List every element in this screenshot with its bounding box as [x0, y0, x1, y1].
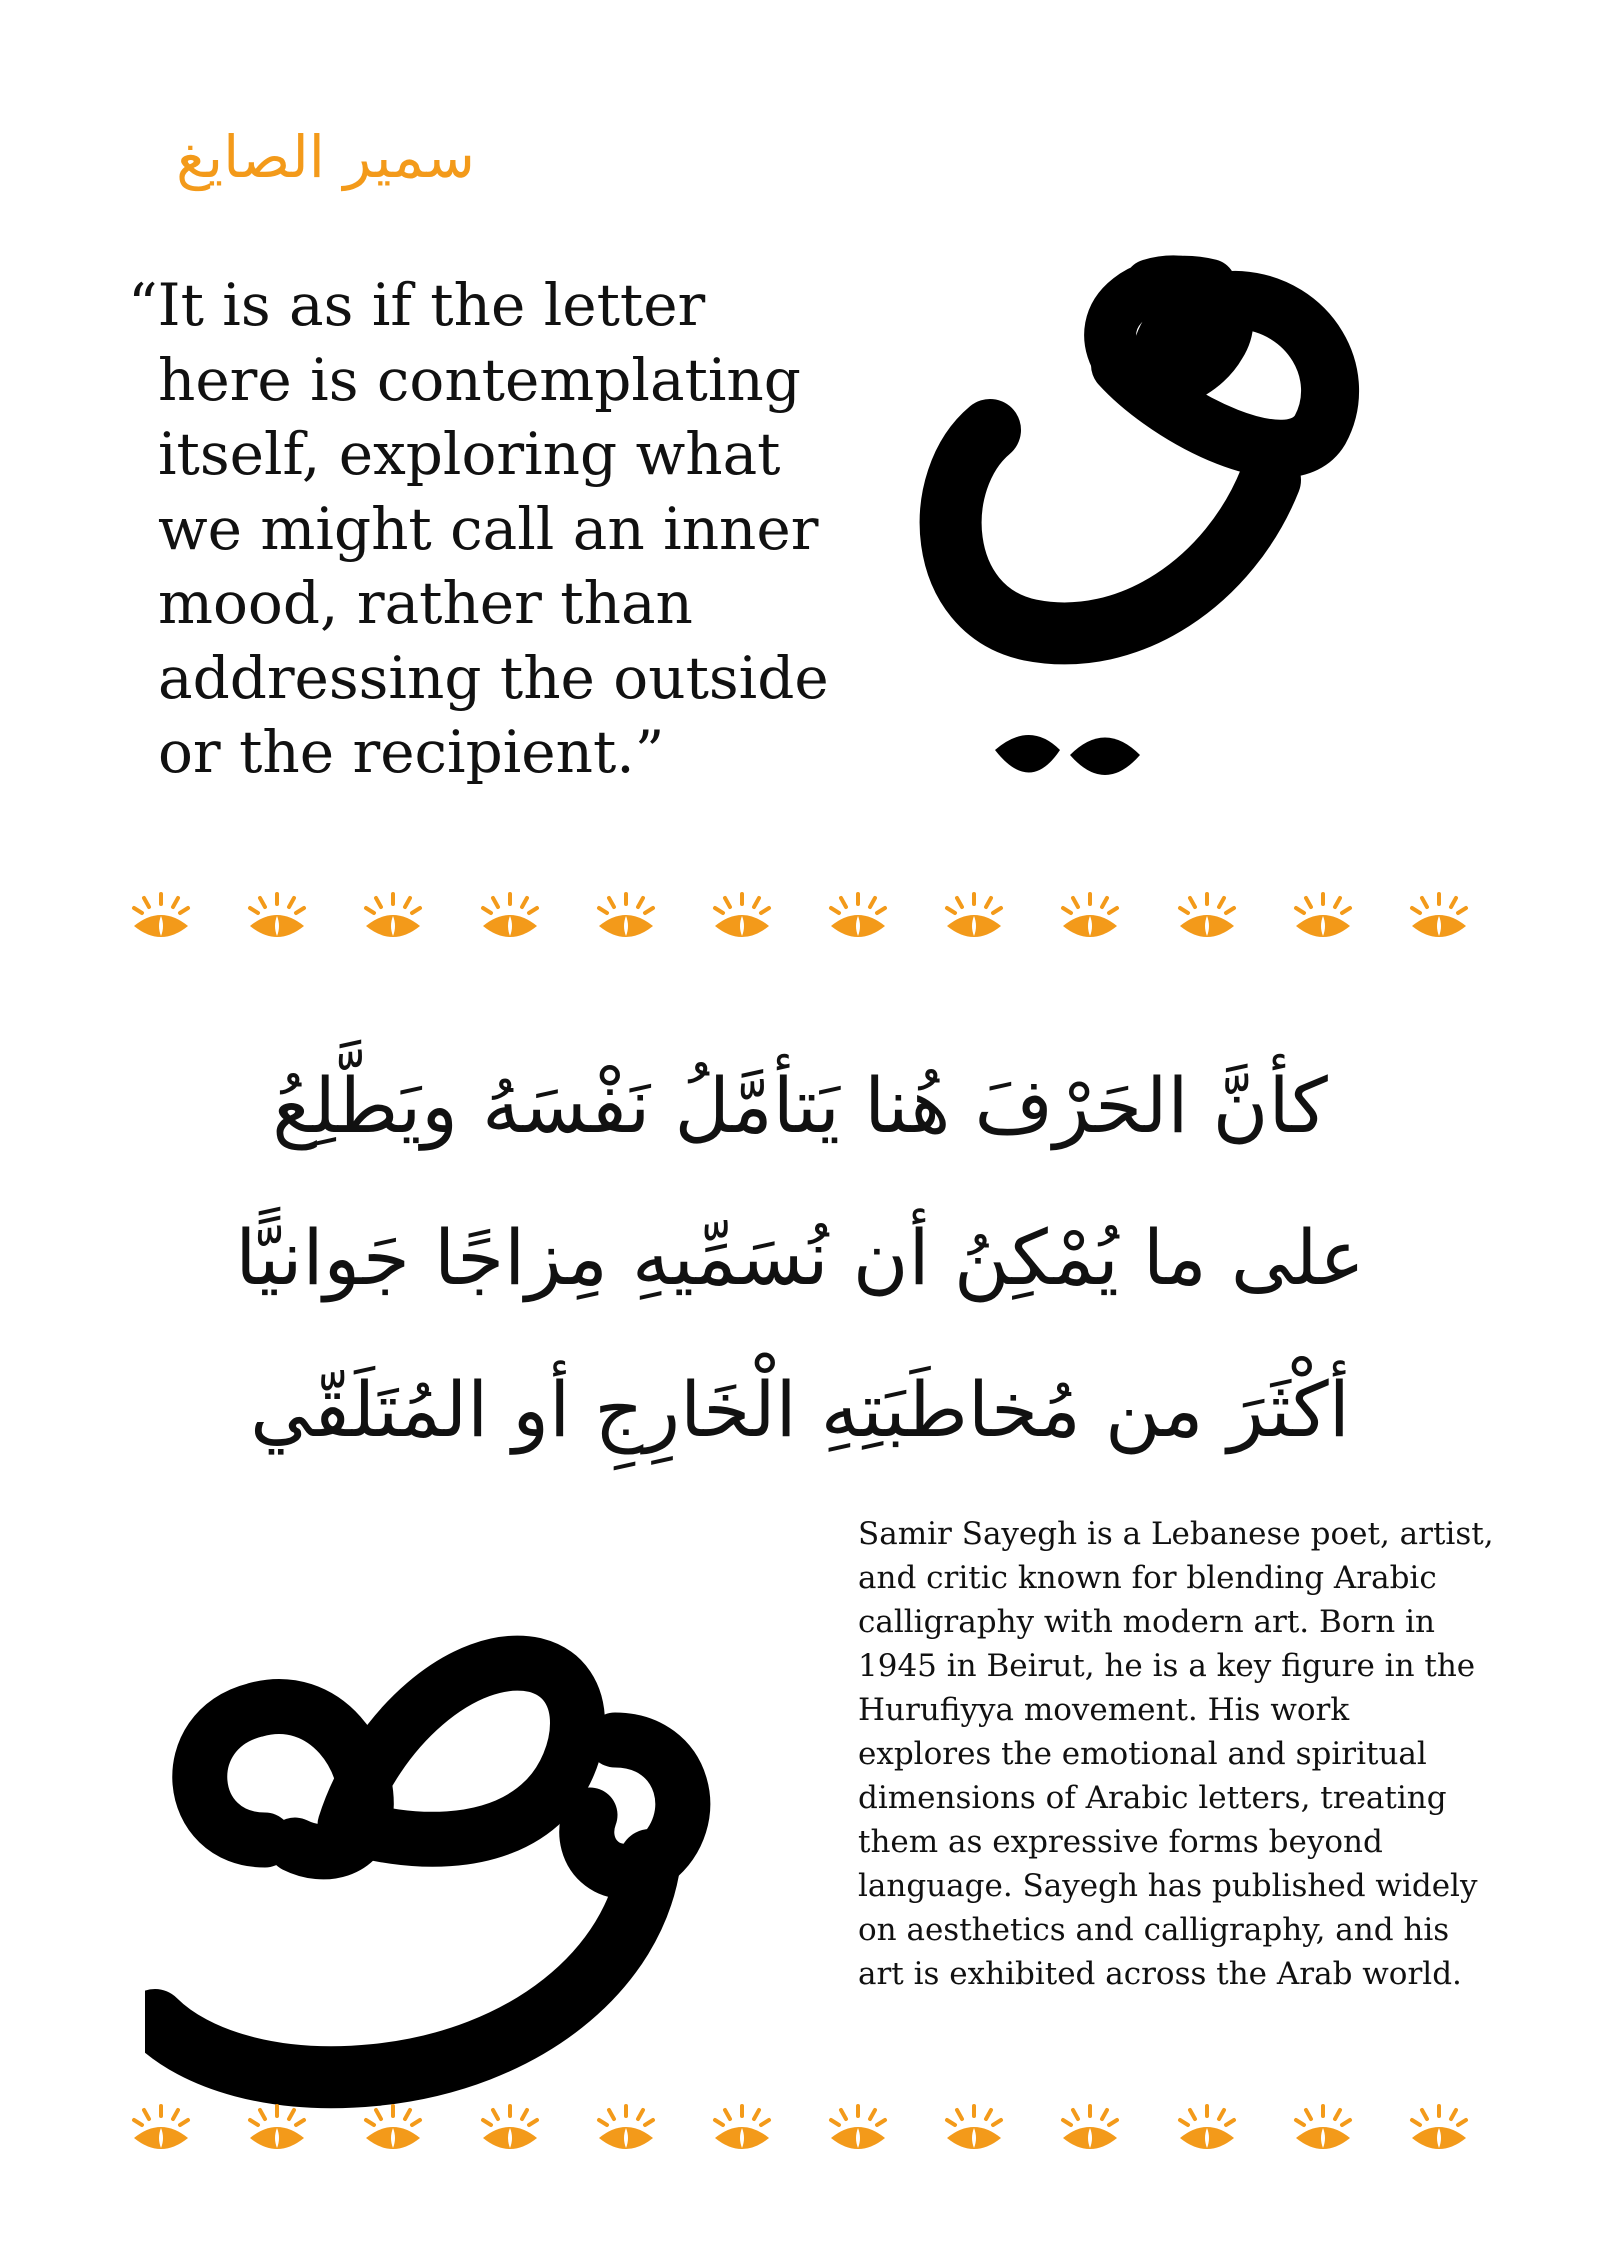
eye-icon [362, 890, 424, 946]
quote-line: addressing the outside [158, 643, 829, 712]
eye-icon [1059, 2102, 1121, 2158]
eye-icon [246, 890, 308, 946]
arabic-quote-line: على ما يُمْكِنُ أن نُسَمِّيهِ مِزاجًا جَوانيًّا [235, 1213, 1365, 1302]
bio-line: Hurufiyya movement. His work [858, 1692, 1350, 1728]
eye-icon [479, 2102, 541, 2158]
eye-icon [130, 2102, 192, 2158]
eye-icon [1292, 2102, 1354, 2158]
quote-line: or the recipient.” [158, 718, 665, 786]
bio-line: on aesthetics and calligraphy, and his [858, 1912, 1450, 1948]
eye-icon [711, 2102, 773, 2158]
eye-icon [827, 2102, 889, 2158]
arabic-quote-line: أكْثَرَ من مُخاطَبَتِهِ الْخَارِجِ أو المُتَلَقّي [250, 1365, 1350, 1454]
quote-line: mood, rather than [158, 569, 693, 637]
eye-icon [1176, 890, 1238, 946]
eye-ornament-row-top [130, 888, 1470, 948]
eye-icon [711, 890, 773, 946]
calligraphic-hu-glyph [145, 1590, 745, 2150]
eye-icon [246, 2102, 308, 2158]
eye-ornament-row-bottom [130, 2100, 1470, 2160]
bio-line: calligraphy with modern art. Born in [858, 1604, 1435, 1640]
quote-line: “It is as if the letter [128, 271, 706, 339]
eye-icon [827, 890, 889, 946]
bio-line: and critic known for blending Arabic [858, 1560, 1437, 1596]
eye-icon [595, 2102, 657, 2158]
eye-icon [362, 2102, 424, 2158]
arabic-quote [120, 1030, 1480, 1486]
bio-line: 1945 in Beirut, he is a key figure in the [858, 1648, 1476, 1684]
bio-line: them as expressive forms beyond [858, 1824, 1383, 1860]
arabic-quote-line: كأنَّ الحَرْفَ هُنا يَتأمَّلُ نَفْسَهُ ويَطَّلِعُ [272, 1061, 1328, 1150]
eye-icon [130, 890, 192, 946]
eye-icon [943, 2102, 1005, 2158]
eye-icon [943, 890, 1005, 946]
author-name: سمير الصايغ [176, 123, 475, 191]
bio-line: explores the emotional and spiritual [858, 1736, 1427, 1772]
eye-icon [1059, 890, 1121, 946]
eye-icon [1408, 890, 1470, 946]
bio-line: language. Sayegh has published widely [858, 1868, 1478, 1904]
eye-icon [1292, 890, 1354, 946]
artist-bio [858, 1512, 1508, 1996]
quote-line: we might call an inner [158, 494, 819, 563]
bio-line: art is exhibited across the Arab world. [858, 1956, 1462, 1992]
eye-icon [479, 890, 541, 946]
english-quote [128, 268, 868, 790]
quote-line: itself, exploring what [158, 420, 781, 488]
eye-icon [595, 890, 657, 946]
eye-icon [1408, 2102, 1470, 2158]
bio-line: dimensions of Arabic letters, treating [858, 1780, 1447, 1816]
eye-icon [1176, 2102, 1238, 2158]
quote-line: here is contemplating [158, 345, 801, 414]
calligraphic-hi-glyph [900, 250, 1460, 840]
bio-line: Samir Sayegh is a Lebanese poet, artist, [858, 1516, 1494, 1552]
